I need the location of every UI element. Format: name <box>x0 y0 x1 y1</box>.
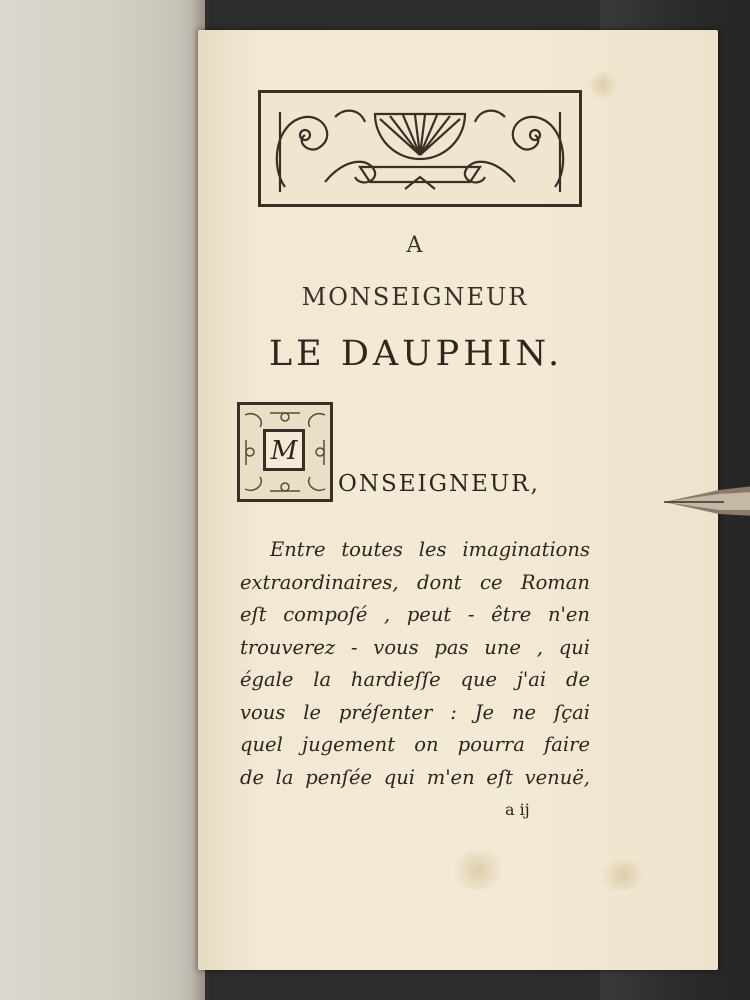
salutation: ONSEIGNEUR, <box>338 471 540 497</box>
foxing-spot <box>448 850 508 890</box>
foxing-spot <box>598 860 648 890</box>
dropcap-letter: M <box>263 429 305 471</box>
heading-dauphin: LE DAUPHIN. <box>268 334 564 374</box>
text-line: quel jugement on pourra faire <box>240 733 590 756</box>
text-line: trouverez - vous pas une , qui <box>240 635 590 659</box>
text-line: de la penſée qui m'en eſt venuë, <box>240 765 590 789</box>
heading-monseigneur: MONSEIGNEUR <box>301 283 529 311</box>
left-page <box>0 0 205 1000</box>
text-line: Entre toutes les imaginations <box>270 538 590 561</box>
text-line: extraordinaires, dont ce Roman <box>240 570 590 594</box>
text-line: vous le préſenter : Je ne ſçai <box>240 700 590 724</box>
ornamental-headpiece <box>258 90 582 207</box>
body-text <box>240 534 590 794</box>
heading-a: A <box>406 233 424 258</box>
pen-nib-icon <box>664 480 750 520</box>
signature-mark: a ij <box>505 800 530 819</box>
foxing-spot <box>588 70 618 100</box>
ornamental-initial <box>237 402 333 502</box>
text-line: eſt compoſé , peut - être n'en <box>240 603 590 626</box>
text-line: égale la hardieſſe que j'ai de <box>240 668 590 691</box>
